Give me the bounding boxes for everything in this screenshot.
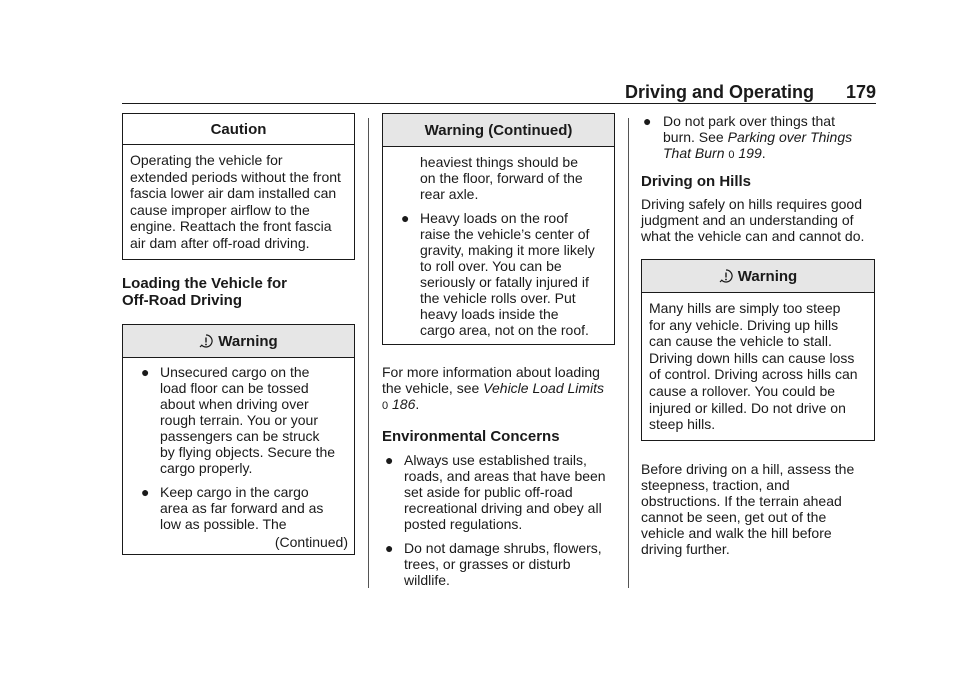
text-line: Driving down hills can cause loss — [649, 349, 855, 366]
column-divider-1 — [368, 118, 369, 588]
caution-title: Caution — [123, 114, 354, 145]
list-item — [641, 113, 875, 163]
caution-line: fascia lower air dam installed can — [130, 185, 337, 202]
punctuation: . — [761, 145, 766, 161]
text-line: can cause the vehicle to stall. — [649, 333, 832, 350]
loading-heading — [122, 275, 355, 309]
text-line: of control. Driving across hills can — [649, 366, 858, 383]
text-line: for any vehicle. Driving up hills — [649, 316, 839, 333]
column-2 — [382, 113, 615, 588]
list-item — [382, 452, 615, 532]
column-divider-2 — [628, 118, 629, 588]
warning-box-hills — [641, 259, 875, 441]
page-number: 179 — [845, 82, 876, 102]
text-line: Driving safely on hills requires good — [641, 196, 862, 212]
text-line: driving further. — [641, 540, 730, 557]
text-line: trees, or grasses or disturb — [404, 556, 571, 572]
caution-body — [123, 145, 354, 259]
caution-line: Operating the vehicle for — [130, 152, 283, 168]
text-line: passengers can be struck — [160, 427, 320, 444]
text-line: low as possible. The — [160, 515, 287, 532]
caution-box — [122, 113, 355, 260]
warning-body — [123, 358, 354, 554]
list-item — [130, 364, 348, 476]
loading-heading-line: Off-Road Driving — [122, 291, 242, 309]
text-line — [663, 129, 875, 145]
vehicle-load-limits-link[interactable]: Vehicle Load Limits — [483, 380, 605, 396]
text-line: area as far forward and as — [160, 499, 324, 516]
text-line: raise the vehicle’s center of — [420, 226, 590, 242]
text-line: rough terrain. You or your — [160, 411, 318, 428]
text-line: on the floor, forward of the — [420, 170, 583, 186]
warning-title-text: Warning — [218, 332, 278, 350]
continued-label: (Continued) — [274, 533, 348, 550]
text-line: Many hills are simply too steep — [649, 300, 841, 316]
text-line: steepness, traction, and — [641, 476, 790, 493]
text-line: heaviest things should be — [420, 154, 578, 170]
bullet-icon: ● — [385, 452, 394, 468]
parking-over-things-link-cont[interactable]: That Burn — [663, 145, 725, 161]
text-fragment: burn. See — [663, 129, 728, 145]
header-rule — [122, 103, 876, 104]
bullet-icon: ● — [401, 210, 410, 226]
text-line: load floor can be tossed — [160, 379, 309, 396]
text-line: by flying objects. Secure the — [160, 443, 336, 460]
text-line: cause a rollover. You could be — [649, 382, 836, 399]
warning-box-continued — [382, 113, 615, 345]
section-title: Driving and Operating — [624, 82, 814, 102]
warning-continued-body — [383, 147, 614, 344]
text-line: about when driving over — [160, 395, 309, 412]
warning-icon — [199, 334, 213, 348]
warning-hills-body — [642, 293, 874, 440]
hills-heading: Driving on Hills — [641, 173, 752, 190]
text-line: Before driving on a hill, assess the — [641, 460, 855, 477]
text-line: gravity, making it more likely — [420, 242, 595, 258]
text-line: seriously or fatally injured if — [420, 274, 589, 290]
text-line: steep hills. — [649, 416, 716, 433]
page-header — [122, 82, 876, 104]
more-info-paragraph — [382, 364, 615, 414]
environmental-heading: Environmental Concerns — [382, 428, 560, 445]
text-line: judgment and an understanding of — [641, 212, 854, 228]
caution-line: air dam after off-road driving. — [130, 234, 310, 251]
page-ref-icon: 0 — [382, 400, 389, 412]
text-line: For more information about loading — [382, 364, 600, 380]
page-ref-icon: 0 — [728, 149, 735, 161]
text-line — [663, 145, 875, 163]
bullet-icon: ● — [141, 363, 150, 380]
text-line: obstructions. If the terrain ahead — [641, 492, 842, 509]
text-line: roads, and areas that have been — [404, 468, 606, 484]
bullet-icon: ● — [141, 483, 150, 500]
text-line: to roll over. You can be — [420, 258, 562, 274]
text-line: cargo area, not on the roof. — [420, 322, 589, 338]
text-line: heavy loads inside the — [420, 306, 559, 322]
parking-over-things-link[interactable]: Parking over Things — [727, 129, 853, 145]
text-line: posted regulations. — [404, 516, 523, 532]
bullet-icon: ● — [385, 540, 394, 556]
text-line: recreational driving and obey all — [404, 500, 602, 516]
list-item — [130, 484, 348, 532]
text-line: what the vehicle can and cannot do. — [641, 228, 865, 244]
list-item — [382, 540, 615, 588]
text-line: the vehicle rolls over. Put — [420, 290, 576, 306]
warning-continued-title: Warning (Continued) — [383, 114, 614, 147]
caution-line: engine. Reattach the front fascia — [130, 218, 332, 235]
text-line: set aside for public off-road — [404, 484, 573, 500]
column-1 — [122, 113, 355, 555]
text-line: wildlife. — [404, 572, 450, 588]
text-line: Do not park over things that — [663, 113, 835, 129]
text-line: Keep cargo in the cargo — [160, 483, 309, 500]
loading-heading-line: Loading the Vehicle for — [122, 274, 288, 292]
warning-icon — [719, 269, 733, 283]
bullet-icon: ● — [643, 113, 652, 129]
page-ref-number[interactable]: 199 — [738, 145, 762, 161]
warning-box-cargo — [122, 324, 355, 555]
text-line: Do not damage shrubs, flowers, — [404, 540, 602, 556]
before-hill-paragraph — [641, 461, 875, 557]
text-line: vehicle and walk the hill before — [641, 524, 832, 541]
environmental-list — [382, 452, 615, 588]
warning-title-text: Warning — [737, 268, 798, 285]
page-ref-number[interactable]: 186 — [392, 396, 416, 412]
caution-line: cause improper airflow to the — [130, 201, 310, 218]
text-line: Unsecured cargo on the — [160, 363, 310, 380]
text-line: cargo properly. — [160, 459, 253, 476]
text-line: Heavy loads on the roof — [420, 210, 568, 226]
text-line: Always use established trails, — [404, 452, 587, 468]
warning-title — [123, 325, 354, 358]
list-item — [390, 210, 608, 338]
warning-title — [642, 260, 874, 293]
text-line: rear axle. — [420, 186, 479, 202]
text-line: injured or killed. Do not drive on — [649, 399, 846, 416]
caution-line: extended periods without the front — [130, 168, 341, 185]
text-line: the vehicle, see — [382, 380, 484, 396]
hills-intro — [641, 196, 875, 244]
column-3 — [641, 113, 875, 557]
text-line: cannot be seen, get out of the — [641, 508, 827, 525]
punctuation: . — [415, 396, 420, 412]
